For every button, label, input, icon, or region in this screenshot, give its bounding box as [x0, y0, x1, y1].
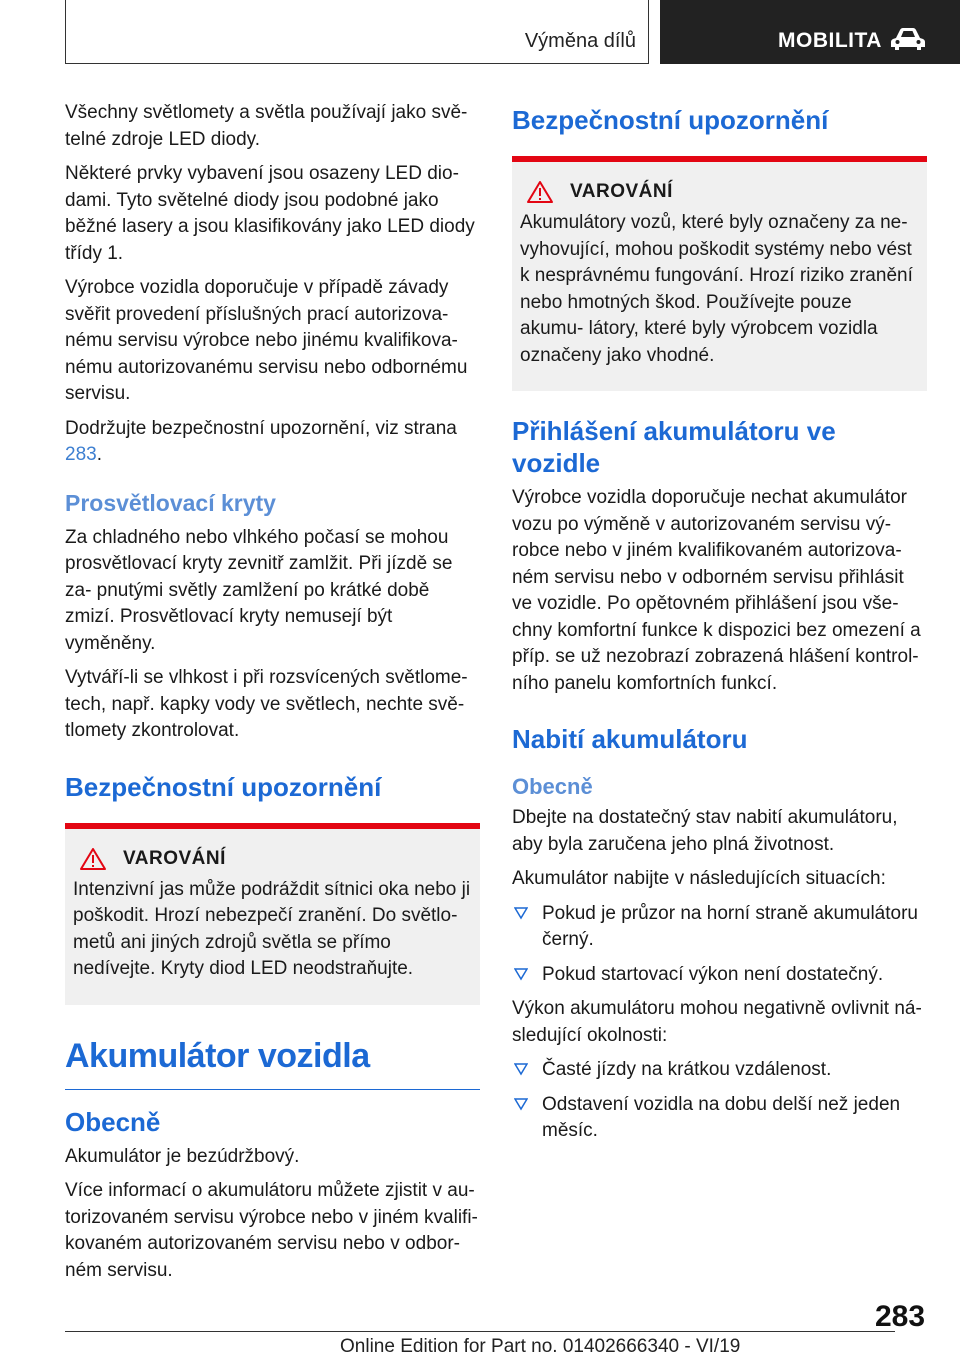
list-item: [512, 901, 927, 954]
car-icon: [890, 26, 926, 52]
header-category-box: [660, 0, 960, 64]
footer-edition: Online Edition for Part no. 01402666340 - VI/19: [340, 1336, 741, 1357]
list-item-text: Odstavení vozidla na dobu delší než jeden měsíc.: [542, 1093, 901, 1141]
paragraph-text: Dodržujte bezpečnostní upozornění, viz strana: [65, 417, 457, 439]
heading-akumulator-vozidla: Akumulátor vozidla: [65, 1035, 480, 1090]
list-item: [512, 1092, 927, 1145]
bullet-list: [512, 901, 927, 989]
triangle-bullet-icon: [514, 906, 528, 920]
paragraph: Dbejte na dostatečný stav nabití akumulátoru, aby byla zaručena jeho plná životnost.: [512, 807, 898, 855]
paragraph: [65, 416, 480, 469]
footer-divider: [65, 1331, 895, 1332]
paragraph: Všechny světlomety a světla používají jako svě‐ telné zdroje LED diody.: [65, 102, 468, 150]
bullet-list: [512, 1057, 927, 1145]
triangle-bullet-icon: [514, 1062, 528, 1076]
heading-prosvetlovaci-kryty: Prosvětlovací kryty: [65, 489, 276, 516]
page-reference-link[interactable]: 283: [65, 444, 97, 465]
warning-text: Intenzivní jas může podráždit sítnici oka nebo ji poškodit. Hrozí nebezpečí zranění. Do světlo‐ metů ani jiných zdrojů světla se přímo nedívejte. Kryty diod LED neodstraňujte.: [73, 878, 471, 979]
heading-bezpecnostni-upozorneni: Bezpečnostní upozornění: [512, 105, 829, 135]
paragraph: Za chladného nebo vlhkého počasí se mohou prosvětlovací kryty zevnitř zamlžit. Při jízdě se za‐ pnutými světly zamlžení po krátké době zmizí. Prosvětlovací kryty nemusejí být vyměněny.: [65, 526, 453, 654]
paragraph: Akumulátor je bezúdržbový.: [65, 1145, 300, 1167]
page-number: 283: [875, 1300, 926, 1333]
heading-bezpecnostni-upozorneni: Bezpečnostní upozornění: [65, 771, 382, 802]
heading-obecne: Obecně: [512, 774, 593, 799]
warning-title: VAROVÁNÍ: [570, 181, 673, 202]
paragraph: Vytváří-li se vlhkost i při rozsvícených světlome‐ tech, např. kapky vody ve světlech, nechte svě‐ tlomety zkontrolovat.: [65, 667, 468, 741]
right-column: [512, 100, 927, 1153]
warning-title: VAROVÁNÍ: [123, 847, 226, 869]
warning-text: Akumulátory vozů, které byly označeny za ne‐ vyhovující, mohou poškodit systémy nebo vést k nesprávnému fungování. Hrozí riziko zranění nebo hmotných škod. Používejte pouze akumu‐ látory, které byly výrobcem vozidla označeny jako vhodné.: [520, 212, 913, 366]
header-category-title: MOBILITA: [778, 29, 882, 52]
paragraph-end: .: [96, 444, 102, 465]
paragraph: Výrobce vozidla doporučuje nechat akumulátor vozu po výměně v autorizovaném servisu vý‐ robce nebo v jiném kvalifikovaném autorizova‐ ném servisu nebo v odborném servisu přihlásit ve vozidle. Po opětovném přihlášení jsou vše‐ chny komfortní funkce k dispozici bez omezení a příp. se už nezobrazí zobrazená hlášení kontrol‐ ního panelu komfortních funkcí.: [512, 487, 921, 694]
warning-header: [526, 180, 919, 204]
list-item: [512, 1057, 927, 1084]
warning-triangle-icon: [79, 847, 107, 871]
triangle-bullet-icon: [514, 1097, 528, 1111]
warning-box: [512, 156, 927, 391]
list-item-text: Pokud je průzor na horní straně akumulátoru černý.: [542, 902, 918, 950]
heading-prihlaseni-akumulatoru: Přihlášení akumulátoru ve vozidle: [512, 416, 836, 478]
paragraph: Výrobce vozidla doporučuje v případě závady svěřit provedení příslušných prací autorizova‐ nému servisu výrobce nebo jinému kvalifikova‐ nému autorizovanému servisu nebo odbornému servisu.: [65, 277, 468, 404]
header-section-title: Výměna dílů: [524, 30, 636, 52]
warning-box: [65, 823, 480, 1005]
list-item-text: Časté jízdy na krátkou vzdálenost.: [542, 1059, 832, 1080]
paragraph: Více informací o akumulátoru můžete zjistit v au‐ torizovaném servisu výrobce nebo v jiném kvalifi‐ kovaném autorizovaném servisu nebo v odbor‐ ném servisu.: [65, 1180, 478, 1281]
left-column: [65, 100, 480, 1292]
triangle-bullet-icon: [514, 967, 528, 981]
warning-triangle-icon: [526, 180, 554, 204]
heading-nabiti-akumulatoru: Nabití akumulátoru: [512, 724, 748, 754]
paragraph: Některé prvky vybavení jsou osazeny LED dio‐ dami. Tyto světelné diody jsou podobné jako běžné lasery a jsou klasifikovány jako LED diody třídy 1.: [65, 163, 475, 264]
list-item: [512, 962, 927, 989]
list-item-text: Pokud startovací výkon není dostatečný.: [542, 963, 884, 985]
paragraph: Výkon akumulátoru mohou negativně ovlivnit ná‐ sledující okolnosti:: [512, 998, 922, 1046]
warning-header: [79, 847, 472, 871]
paragraph: Akumulátor nabijte v následujících situacích:: [512, 868, 886, 889]
heading-obecne: Obecně: [65, 1106, 161, 1137]
header-section-box: [65, 0, 649, 64]
